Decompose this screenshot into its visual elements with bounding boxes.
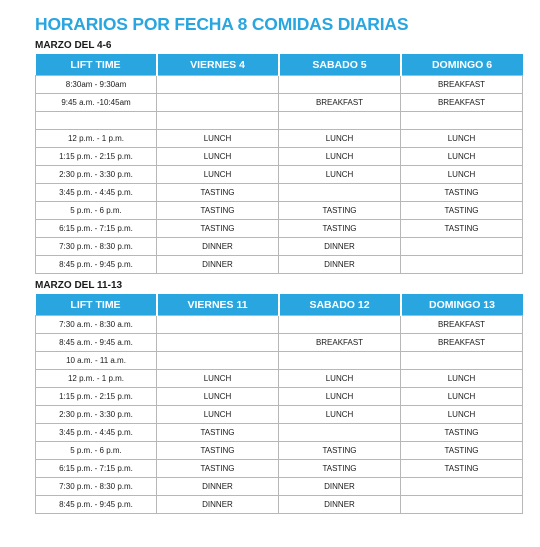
- table-row: [36, 256, 523, 274]
- time-cell: 9:45 a.m. -10:45am: [36, 94, 157, 112]
- time-cell: 10 a.m. - 11 a.m.: [36, 352, 157, 370]
- table-row: [36, 460, 523, 478]
- meal-cell: TASTING: [157, 220, 279, 238]
- time-cell: 12 p.m. - 1 p.m.: [36, 130, 157, 148]
- column-header-lift-time: LIFT TIME: [36, 294, 157, 316]
- table-row: [36, 316, 523, 334]
- meal-cell: LUNCH: [157, 148, 279, 166]
- table-row: [36, 238, 523, 256]
- table-row: [36, 76, 523, 94]
- meal-cell: [279, 352, 401, 370]
- meal-cell: LUNCH: [279, 130, 401, 148]
- meal-cell: [157, 76, 279, 94]
- table-header-row: [36, 294, 523, 316]
- meal-cell: [157, 94, 279, 112]
- meal-cell: [279, 316, 401, 334]
- meal-cell: [157, 112, 279, 130]
- meal-cell: TASTING: [401, 220, 523, 238]
- time-cell: 7:30 p.m. - 8:30 p.m.: [36, 478, 157, 496]
- table-row: [36, 478, 523, 496]
- meal-cell: LUNCH: [157, 406, 279, 424]
- time-cell: 12 p.m. - 1 p.m.: [36, 370, 157, 388]
- meal-cell: BREAKFAST: [401, 76, 523, 94]
- meal-cell: LUNCH: [401, 148, 523, 166]
- time-cell: 8:45 a.m. - 9:45 a.m.: [36, 334, 157, 352]
- meal-cell: [401, 238, 523, 256]
- schedule-sections: [35, 38, 522, 514]
- table-row: [36, 370, 523, 388]
- meal-cell: TASTING: [157, 424, 279, 442]
- meal-cell: LUNCH: [401, 406, 523, 424]
- meal-cell: LUNCH: [401, 388, 523, 406]
- meal-cell: LUNCH: [157, 388, 279, 406]
- time-cell: 3:45 p.m. - 4:45 p.m.: [36, 424, 157, 442]
- schedule-page: [35, 0, 522, 514]
- table-row: [36, 148, 523, 166]
- column-header-day: SABADO 5: [279, 54, 401, 76]
- time-cell: 8:45 p.m. - 9:45 p.m.: [36, 256, 157, 274]
- meal-cell: [401, 256, 523, 274]
- meal-cell: LUNCH: [157, 370, 279, 388]
- section-label: MARZO DEL 11-13: [35, 280, 123, 291]
- meal-cell: TASTING: [157, 460, 279, 478]
- table-header-row: [36, 54, 523, 76]
- column-header-day: SABADO 12: [279, 294, 401, 316]
- time-cell: 8:45 p.m. - 9:45 p.m.: [36, 496, 157, 514]
- time-cell: 1:15 p.m. - 2:15 p.m.: [36, 388, 157, 406]
- meal-cell: TASTING: [401, 202, 523, 220]
- meal-cell: [157, 316, 279, 334]
- meal-cell: DINNER: [157, 478, 279, 496]
- meal-cell: [279, 112, 401, 130]
- meal-cell: DINNER: [279, 256, 401, 274]
- meal-cell: BREAKFAST: [401, 94, 523, 112]
- meal-cell: LUNCH: [157, 130, 279, 148]
- meal-cell: LUNCH: [279, 406, 401, 424]
- column-header-lift-time: LIFT TIME: [36, 54, 157, 76]
- table-row: [36, 130, 523, 148]
- meal-cell: BREAKFAST: [279, 334, 401, 352]
- table-row: [36, 388, 523, 406]
- table-row: [36, 406, 523, 424]
- time-cell: 5 p.m. - 6 p.m.: [36, 442, 157, 460]
- meal-cell: BREAKFAST: [401, 334, 523, 352]
- meal-cell: DINNER: [157, 256, 279, 274]
- time-cell: 7:30 p.m. - 8:30 p.m.: [36, 238, 157, 256]
- time-cell: 1:15 p.m. - 2:15 p.m.: [36, 148, 157, 166]
- meal-cell: DINNER: [157, 496, 279, 514]
- table-row: [36, 334, 523, 352]
- time-cell: 2:30 p.m. - 3:30 p.m.: [36, 406, 157, 424]
- meal-cell: TASTING: [401, 424, 523, 442]
- meal-cell: TASTING: [401, 184, 523, 202]
- meal-cell: TASTING: [279, 460, 401, 478]
- table-row: [36, 442, 523, 460]
- meal-cell: [279, 76, 401, 94]
- schedule-table: [35, 54, 523, 274]
- time-cell: 7:30 a.m. - 8:30 a.m.: [36, 316, 157, 334]
- meal-cell: TASTING: [401, 460, 523, 478]
- section-label: MARZO DEL 4-6: [35, 40, 112, 51]
- time-cell: 8:30am - 9:30am: [36, 76, 157, 94]
- meal-cell: TASTING: [157, 184, 279, 202]
- column-header-day: VIERNES 11: [157, 294, 279, 316]
- meal-cell: [157, 334, 279, 352]
- meal-cell: [401, 496, 523, 514]
- meal-cell: TASTING: [157, 442, 279, 460]
- meal-cell: [401, 112, 523, 130]
- meal-cell: LUNCH: [401, 166, 523, 184]
- meal-cell: LUNCH: [279, 166, 401, 184]
- table-row: [36, 496, 523, 514]
- table-row: [36, 202, 523, 220]
- meal-cell: TASTING: [157, 202, 279, 220]
- time-cell: 6:15 p.m. - 7:15 p.m.: [36, 460, 157, 478]
- time-cell: [36, 112, 157, 130]
- column-header-day: DOMINGO 6: [401, 54, 523, 76]
- time-cell: 2:30 p.m. - 3:30 p.m.: [36, 166, 157, 184]
- table-row: [36, 112, 523, 130]
- meal-cell: LUNCH: [279, 370, 401, 388]
- meal-cell: DINNER: [279, 478, 401, 496]
- meal-cell: [279, 184, 401, 202]
- meal-cell: LUNCH: [279, 388, 401, 406]
- meal-cell: TASTING: [279, 202, 401, 220]
- table-row: [36, 220, 523, 238]
- time-cell: 6:15 p.m. - 7:15 p.m.: [36, 220, 157, 238]
- table-row: [36, 424, 523, 442]
- time-cell: 3:45 p.m. - 4:45 p.m.: [36, 184, 157, 202]
- meal-cell: BREAKFAST: [401, 316, 523, 334]
- meal-cell: BREAKFAST: [279, 94, 401, 112]
- table-row: [36, 166, 523, 184]
- table-row: [36, 94, 523, 112]
- meal-cell: DINNER: [279, 496, 401, 514]
- meal-cell: [157, 352, 279, 370]
- column-header-day: DOMINGO 13: [401, 294, 523, 316]
- schedule-table: [35, 294, 523, 514]
- meal-cell: LUNCH: [157, 166, 279, 184]
- table-row: [36, 352, 523, 370]
- meal-cell: [401, 478, 523, 496]
- meal-cell: LUNCH: [279, 148, 401, 166]
- column-header-day: VIERNES 4: [157, 54, 279, 76]
- page-title: HORARIOS POR FECHA 8 COMIDAS DIARIAS: [35, 14, 409, 34]
- meal-cell: DINNER: [157, 238, 279, 256]
- meal-cell: DINNER: [279, 238, 401, 256]
- time-cell: 5 p.m. - 6 p.m.: [36, 202, 157, 220]
- meal-cell: TASTING: [279, 220, 401, 238]
- meal-cell: TASTING: [279, 442, 401, 460]
- meal-cell: [279, 424, 401, 442]
- meal-cell: LUNCH: [401, 370, 523, 388]
- table-row: [36, 184, 523, 202]
- meal-cell: TASTING: [401, 442, 523, 460]
- meal-cell: LUNCH: [401, 130, 523, 148]
- meal-cell: [401, 352, 523, 370]
